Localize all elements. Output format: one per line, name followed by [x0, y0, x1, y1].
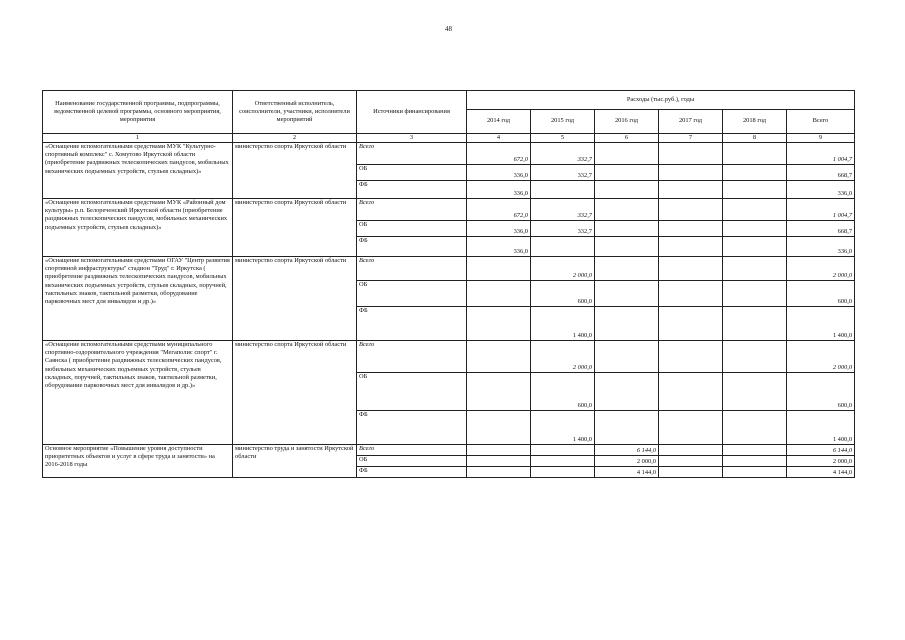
column-number: 2	[233, 134, 357, 143]
year-value	[531, 181, 595, 199]
year-value	[531, 445, 595, 456]
year-value: 2 000,0	[531, 257, 595, 281]
year-value: 336,0	[467, 165, 531, 181]
header-source: Источники финансирования	[357, 91, 467, 134]
column-number: 7	[659, 134, 723, 143]
header-year: 2018 год	[723, 110, 787, 134]
page-number: 48	[445, 25, 452, 33]
funding-source: ФБ	[357, 467, 467, 478]
column-number: 8	[723, 134, 787, 143]
total-value: 1 004,7	[787, 199, 855, 221]
total-value: 2 000,0	[787, 257, 855, 281]
year-value	[531, 456, 595, 467]
funding-source: Всего	[357, 341, 467, 373]
funding-source: ФБ	[357, 411, 467, 445]
year-value	[467, 373, 531, 411]
year-value	[659, 341, 723, 373]
funding-source: ОБ	[357, 221, 467, 237]
year-value	[723, 257, 787, 281]
year-value	[595, 307, 659, 341]
header-executor: Ответственный исполнитель, соисполнители, участники, исполнители мероприятий	[233, 91, 357, 134]
year-value: 6 144,0	[595, 445, 659, 456]
year-value	[723, 411, 787, 445]
year-value	[723, 456, 787, 467]
year-value	[595, 181, 659, 199]
total-value: 6 144,0	[787, 445, 855, 456]
year-value	[659, 456, 723, 467]
header-year: 2017 год	[659, 110, 723, 134]
total-value: 600,0	[787, 373, 855, 411]
column-number: 5	[531, 134, 595, 143]
year-value	[595, 221, 659, 237]
measure-name: «Оснащение вспомогательными средствами ОГАУ "Центр развития спортивной инфраструктуры" стадион "Труд" г. Иркутска ( приобретение раздвижных телескопических пандусов, мобильных механических подъемных устройств, стульев складных, поручней, тактильных знаков, тактильной разметки, оборудование парковочных мест для инвалидов и др.)»	[43, 257, 233, 341]
year-value: 336,0	[467, 181, 531, 199]
year-value: 332,7	[531, 165, 595, 181]
column-number: 1	[43, 134, 233, 143]
header-year: 2016 год	[595, 110, 659, 134]
year-value	[723, 281, 787, 307]
year-value	[467, 307, 531, 341]
total-value: 600,0	[787, 281, 855, 307]
table-row	[43, 445, 855, 456]
year-value	[595, 341, 659, 373]
year-value	[467, 411, 531, 445]
year-value: 2 000,0	[531, 341, 595, 373]
budget-table	[42, 90, 855, 478]
year-value	[723, 237, 787, 257]
total-value: 668,7	[787, 165, 855, 181]
funding-source: ОБ	[357, 373, 467, 411]
table-row	[43, 341, 855, 373]
executor: министерство спорта Иркутской области	[233, 143, 357, 199]
year-value	[723, 165, 787, 181]
total-value: 668,7	[787, 221, 855, 237]
funding-source: ФБ	[357, 237, 467, 257]
column-number: 6	[595, 134, 659, 143]
executor: министерство спорта Иркутской области	[233, 199, 357, 257]
table-body	[43, 143, 855, 478]
year-value: 336,0	[467, 237, 531, 257]
column-number: 9	[787, 134, 855, 143]
table-row	[43, 199, 855, 221]
year-value: 332,7	[531, 199, 595, 221]
year-value	[659, 199, 723, 221]
year-value: 332,7	[531, 143, 595, 165]
year-value	[723, 341, 787, 373]
year-value	[659, 257, 723, 281]
year-value	[723, 307, 787, 341]
year-value	[467, 257, 531, 281]
year-value	[659, 143, 723, 165]
year-value	[595, 373, 659, 411]
year-value	[595, 199, 659, 221]
funding-source: Всего	[357, 257, 467, 281]
year-value: 336,0	[467, 221, 531, 237]
year-value	[595, 257, 659, 281]
column-number: 3	[357, 134, 467, 143]
year-value	[595, 237, 659, 257]
total-value: 2 000,0	[787, 341, 855, 373]
year-value	[723, 445, 787, 456]
total-value: 1 400,0	[787, 411, 855, 445]
year-value	[467, 281, 531, 307]
header-total: Всего	[787, 110, 855, 134]
year-value	[659, 165, 723, 181]
funding-source: Всего	[357, 199, 467, 221]
year-value	[659, 281, 723, 307]
column-number: 4	[467, 134, 531, 143]
year-value	[467, 341, 531, 373]
funding-source: ФБ	[357, 307, 467, 341]
year-value	[659, 411, 723, 445]
year-value	[723, 373, 787, 411]
year-value: 4 144,0	[595, 467, 659, 478]
year-value	[467, 445, 531, 456]
year-value: 600,0	[531, 281, 595, 307]
table-row	[43, 143, 855, 165]
year-value	[659, 307, 723, 341]
year-value	[659, 221, 723, 237]
year-value	[595, 143, 659, 165]
year-value	[659, 467, 723, 478]
total-value: 4 144,0	[787, 467, 855, 478]
total-value: 2 000,0	[787, 456, 855, 467]
table-row	[43, 257, 855, 281]
funding-source: ОБ	[357, 165, 467, 181]
year-value	[595, 281, 659, 307]
header-name: Наименование государственной программы, подпрограммы, ведомственной целевой программы, основного мероприятия, мероприятия	[43, 91, 233, 134]
year-value	[467, 467, 531, 478]
year-value	[467, 456, 531, 467]
total-value: 1 004,7	[787, 143, 855, 165]
year-value	[659, 181, 723, 199]
measure-name: «Оснащение вспомогательными средствами муниципального спортивно-оздоровительного учреждения "Мегаполис спорт" г. Саянска ( приобретение раздвижных телескопических пандусов, мобильных механических подъемных устройств, стульев складных, поручней, тактильных знаков, тактильной разметки, оборудование парковочных мест для инвалидов и др.)»	[43, 341, 233, 445]
year-value: 600,0	[531, 373, 595, 411]
year-value	[723, 467, 787, 478]
executor: министерство труда и занятости Иркутской области	[233, 445, 357, 478]
year-value	[723, 221, 787, 237]
year-value	[723, 199, 787, 221]
funding-source: ОБ	[357, 281, 467, 307]
executor: министерство спорта Иркутской области	[233, 257, 357, 341]
year-value: 2 000,0	[595, 456, 659, 467]
executor: министерство спорта Иркутской области	[233, 341, 357, 445]
year-value	[659, 445, 723, 456]
year-value: 1 400,0	[531, 411, 595, 445]
funding-source: Всего	[357, 445, 467, 456]
year-value	[595, 411, 659, 445]
measure-name: «Оснащение вспомогательными средствами МУК "Культурно-спортивный комплекс" с. Хомутово Иркутской области (приобретение раздвижных телескопических пандусов, мобильных механических подъемных устройств, стульев складных)»	[43, 143, 233, 199]
year-value	[723, 143, 787, 165]
year-value	[531, 467, 595, 478]
funding-source: Всего	[357, 143, 467, 165]
year-value	[659, 237, 723, 257]
header-year: 2015 год	[531, 110, 595, 134]
measure-name: Основное мероприятие «Повышение уровня доступности приоритетных объектов и услуг в сфере труда и занятости» на 2016-2018 годы	[43, 445, 233, 478]
measure-name: «Оснащение вспомогательными средствами МУК «Районный дом культуры» р.п. Белореченский Иркутской области (приобретение раздвижных телескопических пандусов, мобильных механических подъемных устройств, стульев складных)»	[43, 199, 233, 257]
year-value: 332,7	[531, 221, 595, 237]
year-value	[659, 373, 723, 411]
year-value: 672,0	[467, 143, 531, 165]
total-value: 1 400,0	[787, 307, 855, 341]
total-value: 336,0	[787, 237, 855, 257]
year-value: 1 400,0	[531, 307, 595, 341]
header-expenses: Расходы (тыс.руб.), годы	[467, 91, 855, 110]
header-year: 2014 год	[467, 110, 531, 134]
funding-source: ОБ	[357, 456, 467, 467]
year-value	[723, 181, 787, 199]
year-value	[531, 237, 595, 257]
year-value: 672,0	[467, 199, 531, 221]
funding-source: ФБ	[357, 181, 467, 199]
total-value: 336,0	[787, 181, 855, 199]
year-value	[595, 165, 659, 181]
